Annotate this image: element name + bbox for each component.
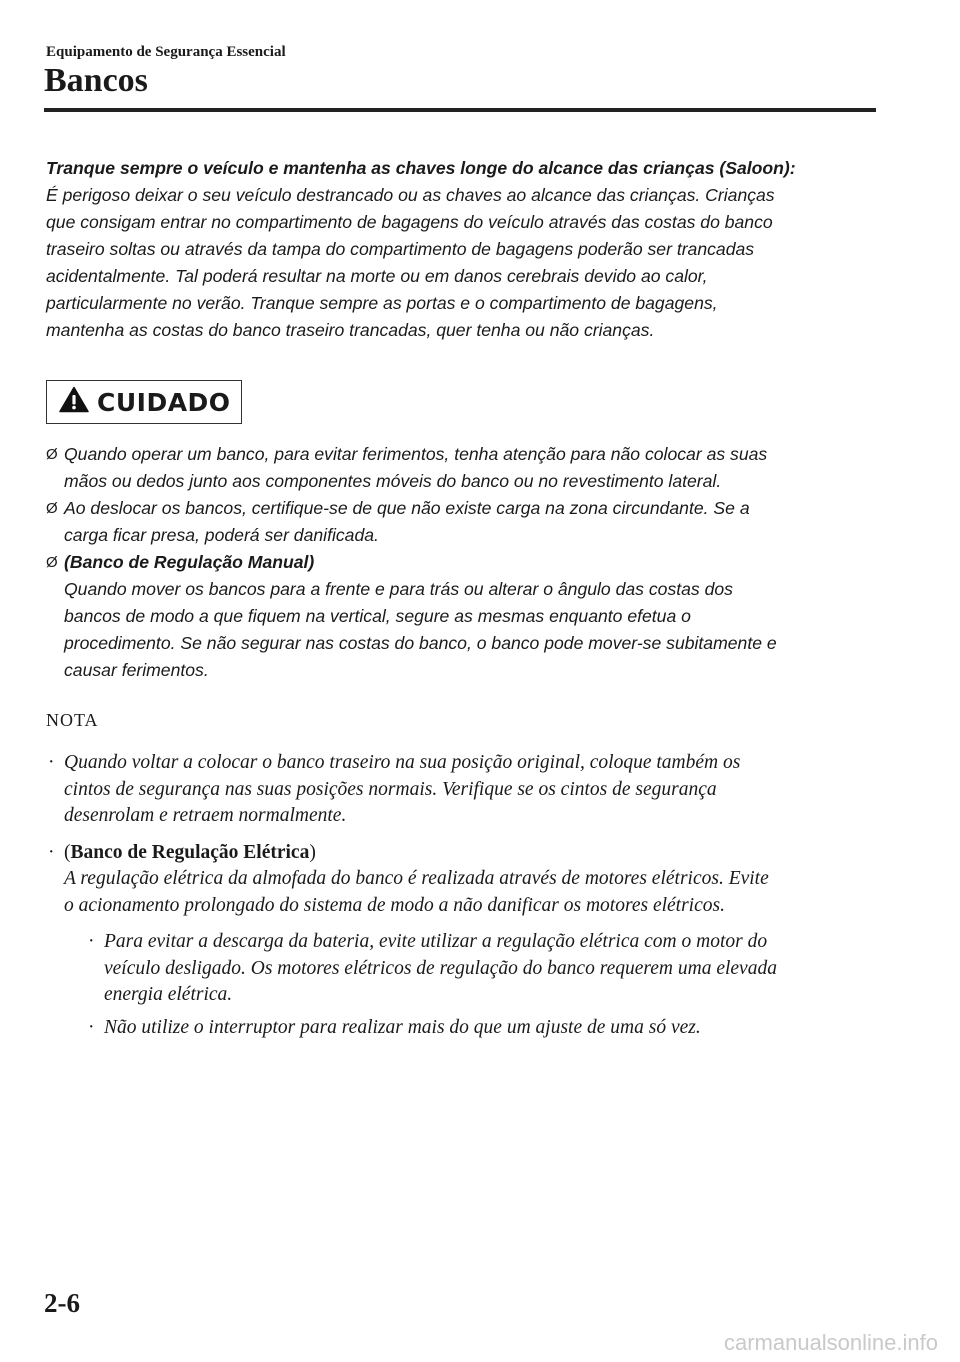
warning-line: traseiro soltas ou através da tampa do compartimento de bagagens poderão ser trancadas [46, 239, 755, 259]
section-label: Equipamento de Segurança Essencial [46, 44, 286, 60]
page-number: 2-6 [44, 1288, 80, 1318]
note-item-heading [64, 840, 876, 867]
note-line: A regulação elétrica da almofada do banco é realizada através de motores elétricos. Evite [64, 868, 769, 889]
note-item [46, 750, 876, 830]
note-line: desenrolam e retraem normalmente. [64, 805, 347, 826]
warning-line: mantenha as costas do banco traseiro trancadas, quer tenha ou não crianças. [46, 320, 655, 340]
warning-line: acidentalmente. Tal poderá resultar na morte ou em danos cerebrais devido ao calor, [46, 266, 708, 286]
note-sub-item [64, 1015, 876, 1042]
caution-line: bancos de modo a que fiquem na vertical, segure as mesmas enquanto efetua o [64, 606, 691, 626]
note-line: o acionamento prolongado do sistema de modo a não danificar os motores elétricos. [64, 894, 725, 916]
open-paren: ( [64, 841, 71, 863]
close-paren: ) [309, 841, 316, 863]
note-sub-list [64, 929, 876, 1041]
caution-item [46, 441, 876, 495]
dot-bullet-icon: · [48, 752, 55, 773]
caution-box [46, 380, 242, 424]
caution-item [46, 495, 876, 549]
arrow-bullet-icon: Ø [46, 500, 58, 517]
warning-block [46, 155, 876, 344]
caution-line: causar ferimentos. [64, 660, 209, 680]
dot-bullet-icon: · [88, 1016, 95, 1038]
note-sub-line: veículo desligado. Os motores elétricos de regulação do banco requerem uma elevada [104, 957, 777, 979]
dot-bullet-icon: · [88, 931, 95, 952]
caution-line: mãos ou dedos junto aos componentes móveis do banco ou no revestimento lateral. [64, 471, 722, 491]
warning-heading: Tranque sempre o veículo e mantenha as chaves longe do alcance das crianças (Saloon): [46, 158, 796, 178]
caution-label: CUIDADO [97, 387, 231, 417]
watermark: carmanualsonline.info [723, 1330, 938, 1355]
warning-triangle-icon [59, 386, 89, 418]
dot-bullet-icon: · [48, 841, 55, 863]
caution-item-heading: (Banco de Regulação Manual) [64, 552, 315, 572]
note-sub-line: Não utilize o interruptor para realizar mais do que um ajuste de uma só vez. [104, 1016, 701, 1038]
note-sub-item [64, 929, 876, 1009]
caution-line: Quando mover os bancos para a frente e para trás ou alterar o ângulo das costas dos [64, 579, 733, 599]
caution-line: Ao deslocar os bancos, certifique-se de que não existe carga na zona circundante. Se a [64, 498, 750, 518]
note-line: cintos de segurança nas suas posições normais. Verifique se os cintos de segurança [64, 778, 717, 800]
caution-line: procedimento. Se não segurar nas costas do banco, o banco pode mover-se subitamente e [64, 633, 777, 653]
caution-line: carga ficar presa, poderá ser danificada. [64, 525, 379, 545]
note-line: Quando voltar a colocar o banco traseiro na sua posição original, coloque também os [64, 752, 741, 773]
arrow-bullet-icon: Ø [46, 446, 58, 463]
note-sub-line: Para evitar a descarga da bateria, evite utilizar a regulação elétrica com o motor do [104, 931, 768, 952]
note-item [46, 840, 876, 1042]
warning-line: que consigam entrar no compartimento de bagagens do veículo através das costas do banco [46, 212, 773, 232]
note-heading: NOTA [46, 710, 99, 730]
caution-item [46, 549, 876, 684]
arrow-bullet-icon: Ø [46, 554, 58, 571]
page-title: Bancos [44, 62, 148, 99]
note-heading-text: Banco de Regulação Elétrica [70, 841, 310, 863]
warning-line: É perigoso deixar o seu veículo destrancado ou as chaves ao alcance das crianças. Crianças [46, 185, 775, 205]
note-list [46, 750, 876, 1051]
note-sub-line: energia elétrica. [104, 984, 233, 1005]
title-divider [44, 108, 876, 112]
caution-line: Quando operar um banco, para evitar ferimentos, tenha atenção para não colocar as suas [64, 444, 768, 464]
warning-line: particularmente no verão. Tranque sempre as portas e o compartimento de bagagens, [46, 293, 718, 313]
caution-list [46, 441, 876, 684]
